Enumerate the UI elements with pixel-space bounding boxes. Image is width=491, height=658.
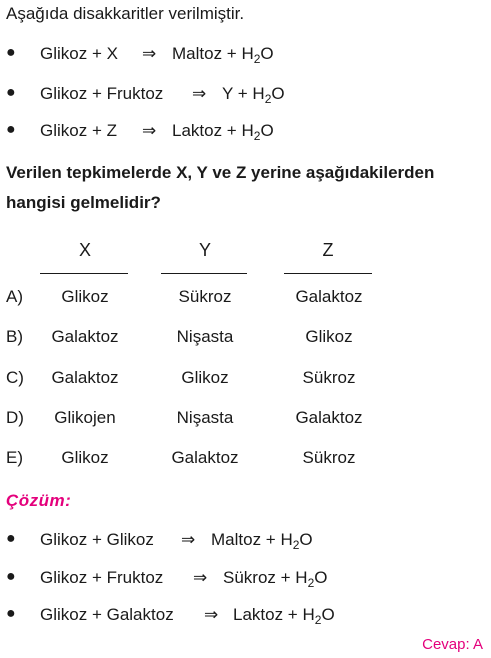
option-e[interactable]: [0, 448, 491, 474]
arrow-icon: ⇒: [181, 530, 196, 549]
reaction-lhs: Glikoz + Z: [40, 121, 117, 140]
option-letter: A): [6, 287, 23, 306]
answer-label: Cevap: A: [422, 636, 483, 653]
option-z: Sükroz: [302, 368, 356, 387]
column-header-y: Y: [198, 240, 211, 260]
bullet-icon: ●: [6, 44, 16, 61]
arrow-icon: ⇒: [193, 568, 208, 587]
option-x: Glikoz: [61, 448, 109, 467]
reaction-lhs: Glikoz + X: [40, 44, 118, 63]
reaction-rhs: Maltoz + $H_2O$: [211, 530, 313, 552]
reaction-rhs: Laktoz + $H_2O$: [172, 121, 274, 143]
option-y: Nişasta: [176, 327, 234, 346]
reaction-lhs: Glikoz + Fruktoz: [40, 84, 164, 103]
option-d[interactable]: [0, 408, 491, 434]
intro-text: Aşağıda disakkaritler verilmiştir.: [6, 4, 245, 23]
arrow-icon: ⇒: [142, 44, 157, 63]
reaction-lhs: Glikoz + Fruktoz: [40, 568, 164, 587]
reaction-rhs: Sükroz + $H_2O$: [223, 568, 328, 590]
option-a[interactable]: [0, 287, 491, 313]
option-x: Glikoz: [61, 287, 109, 306]
arrow-icon: ⇒: [142, 121, 157, 140]
option-y: Glikoz: [181, 368, 229, 387]
column-header-z: Z: [322, 240, 334, 260]
bullet-icon: ●: [6, 605, 16, 622]
reaction-rhs: Maltoz + $H_2O$: [172, 44, 274, 66]
column-underline: [40, 273, 128, 274]
bullet-icon: ●: [6, 121, 16, 138]
option-z: Galaktoz: [295, 408, 363, 427]
option-letter: C): [6, 368, 24, 387]
option-z: Sükroz: [302, 448, 356, 467]
arrow-icon: ⇒: [192, 84, 207, 103]
reaction-lhs: Glikoz + Glikoz: [40, 530, 154, 549]
reaction-lhs: Glikoz + Galaktoz: [40, 605, 174, 624]
option-z: Galaktoz: [295, 287, 363, 306]
option-x: Glikojen: [54, 408, 116, 427]
bullet-icon: ●: [6, 84, 16, 101]
option-letter: D): [6, 408, 24, 427]
arrow-icon: ⇒: [204, 605, 219, 624]
option-c[interactable]: [0, 368, 491, 394]
option-x: Galaktoz: [51, 368, 119, 387]
option-letter: B): [6, 327, 23, 346]
bullet-icon: ●: [6, 530, 16, 547]
option-z: Glikoz: [305, 327, 353, 346]
reaction-rhs: Laktoz + $H_2O$: [233, 605, 335, 627]
solution-title: Çözüm:: [6, 491, 72, 510]
option-y: Nişasta: [176, 408, 234, 427]
option-y: Galaktoz: [171, 448, 239, 467]
option-y: Sükroz: [178, 287, 232, 306]
bullet-icon: ●: [6, 568, 16, 585]
option-x: Galaktoz: [51, 327, 119, 346]
column-underline: [284, 273, 372, 274]
column-underline: [161, 273, 247, 274]
option-letter: E): [6, 448, 23, 467]
option-b[interactable]: [0, 327, 491, 353]
question-text: Verilen tepkimelerde X, Y ve Z yerine aşağıdakilerden hangisi gelmelidir?: [6, 163, 435, 212]
reaction-rhs: $Y + H_2O$: [222, 84, 285, 106]
column-header-x: X: [78, 240, 91, 260]
